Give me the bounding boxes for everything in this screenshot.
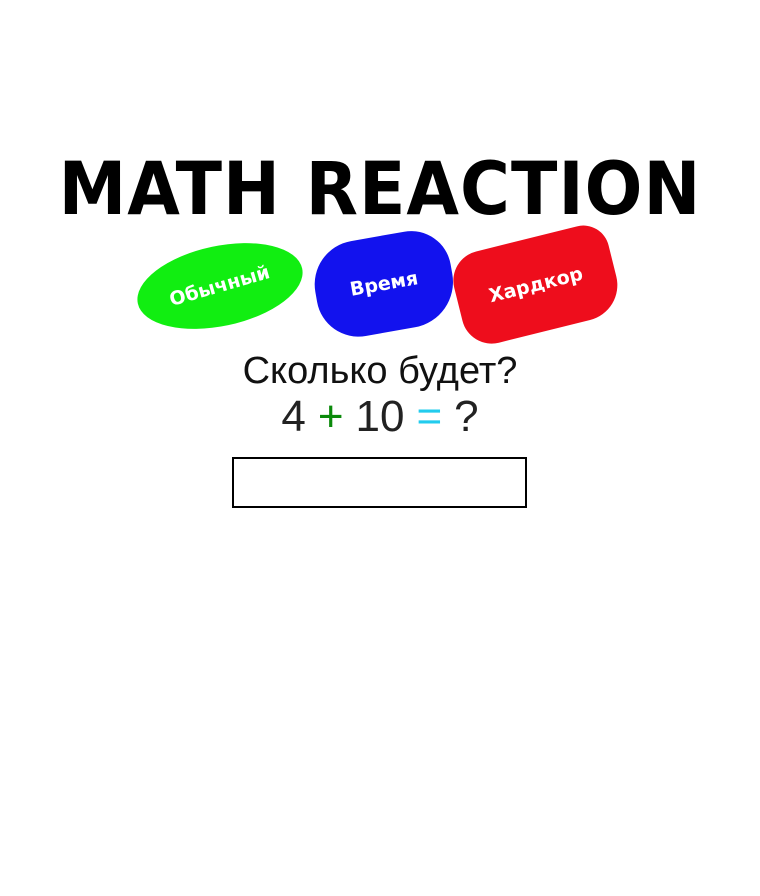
mode-time-label: Время [348,267,420,301]
operand-a: 4 [281,392,306,441]
mode-hardcore-label: Хардкор [486,262,586,308]
mode-normal-label: Обычный [167,261,273,311]
equals-sign: = [416,392,443,441]
mode-time-button[interactable] [308,225,461,344]
operator-plus: + [317,392,344,441]
mode-normal-button[interactable] [130,229,311,342]
mode-hardcore-button[interactable] [447,220,625,350]
math-expression [0,392,760,442]
operand-b: 10 [355,392,405,441]
unknown-result: ? [454,392,479,441]
game-title: MATH REACTION [58,146,702,233]
question-text: Сколько будет? [242,350,518,392]
answer-input[interactable] [232,457,527,508]
